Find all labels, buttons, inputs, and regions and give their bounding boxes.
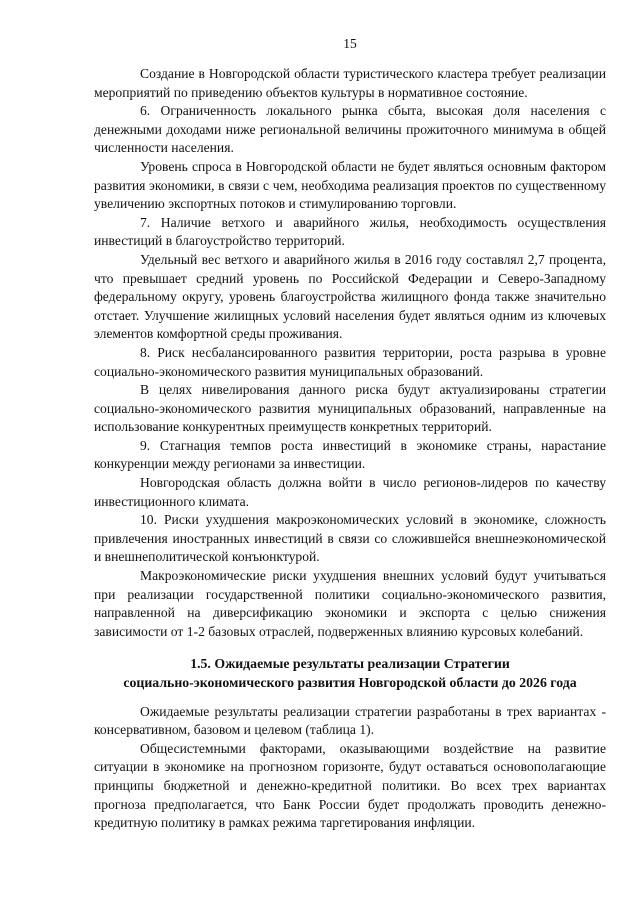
paragraph: 6. Ограниченность локального рынка сбыта, высокая доля населения с денежными доходами ниже региональной величины прожиточного минимума в общей численности населения. [94, 103, 606, 156]
section-heading-line: социально-экономического развития Новгородской области до 2026 года [123, 675, 577, 690]
paragraph: Уровень спроса в Новгородской области не будет являться основным фактором развития экономики, в связи с чем, необходима реализация проектов по существенному увеличению экспортных потоков и стимулированию торговли. [94, 158, 606, 212]
paragraph: 9. Стагнация темпов роста инвестиций в экономике страны, нарастание конкуренции между регионами за инвестиции. [94, 437, 606, 472]
paragraph: Макроэкономические риски ухудшения внешних условий будут учитываться при реализации государственной политики социально-экономического развития, направленной на диверсификацию экономики и экспорта с целью снижения зависимости от 1-2 базовых отраслей, подверженных влиянию курсовых колебаний. [94, 568, 606, 639]
paragraph: Удельный вес ветхого и аварийного жилья в 2016 году составлял 2,7 процента, что превышает средний уровень по Российской Федерации и Северо-Западному федеральному округу, уровень благоустройства жилищного фонда также значительно отстает. Улучшение жилищных условий населения будет являться одним из ключевых элементов комфортной среды проживания. [94, 251, 606, 342]
section-heading [94, 655, 606, 692]
paragraph: 7. Наличие ветхого и аварийного жилья, необходимость осуществления инвестиций в благоустройство территорий. [94, 214, 606, 249]
paragraph: Ожидаемые результаты реализации стратегии разработаны в трех вариантах - консервативном, базовом и целевом (таблица 1). [94, 703, 606, 738]
paragraph: 8. Риск несбалансированного развития территории, роста разрыва в уровне социально-экономического развития муниципальных образований. [94, 344, 606, 379]
paragraph: 10. Риски ухудшения макроэкономических условий в экономике, сложность привлечения иностранных инвестиций в связи со сложившейся внешнеэкономической и внешнеполитической конъюнктурой. [94, 512, 606, 565]
section-heading-line: 1.5. Ожидаемые результаты реализации Стратегии [190, 656, 510, 672]
page-number: 15 [343, 36, 357, 51]
paragraph: Новгородская область должна войти в число регионов-лидеров по качеству инвестиционного климата. [94, 475, 606, 509]
paragraph: Создание в Новгородской области туристического кластера требует реализации мероприятий по приведению объектов культуры в нормативное состояние. [94, 66, 606, 100]
paragraph: Общесистемными факторами, оказывающими воздействие на развитие ситуации в экономике на прогнозном горизонте, будут оставаться основополагающие принципы бюджетной и денежно-кредитной политики. Во всех трех вариантах прогноза предполагается, что Банк России будет продолжать проводить денежно-кредитную политику в рамках режима таргетирования инфляции. [94, 740, 606, 831]
paragraph: В целях нивелирования данного риска будут актуализированы стратегии социально-экономического развития муниципальных образований, направленные на использование конкурентных преимуществ конкретных территорий. [94, 382, 606, 435]
